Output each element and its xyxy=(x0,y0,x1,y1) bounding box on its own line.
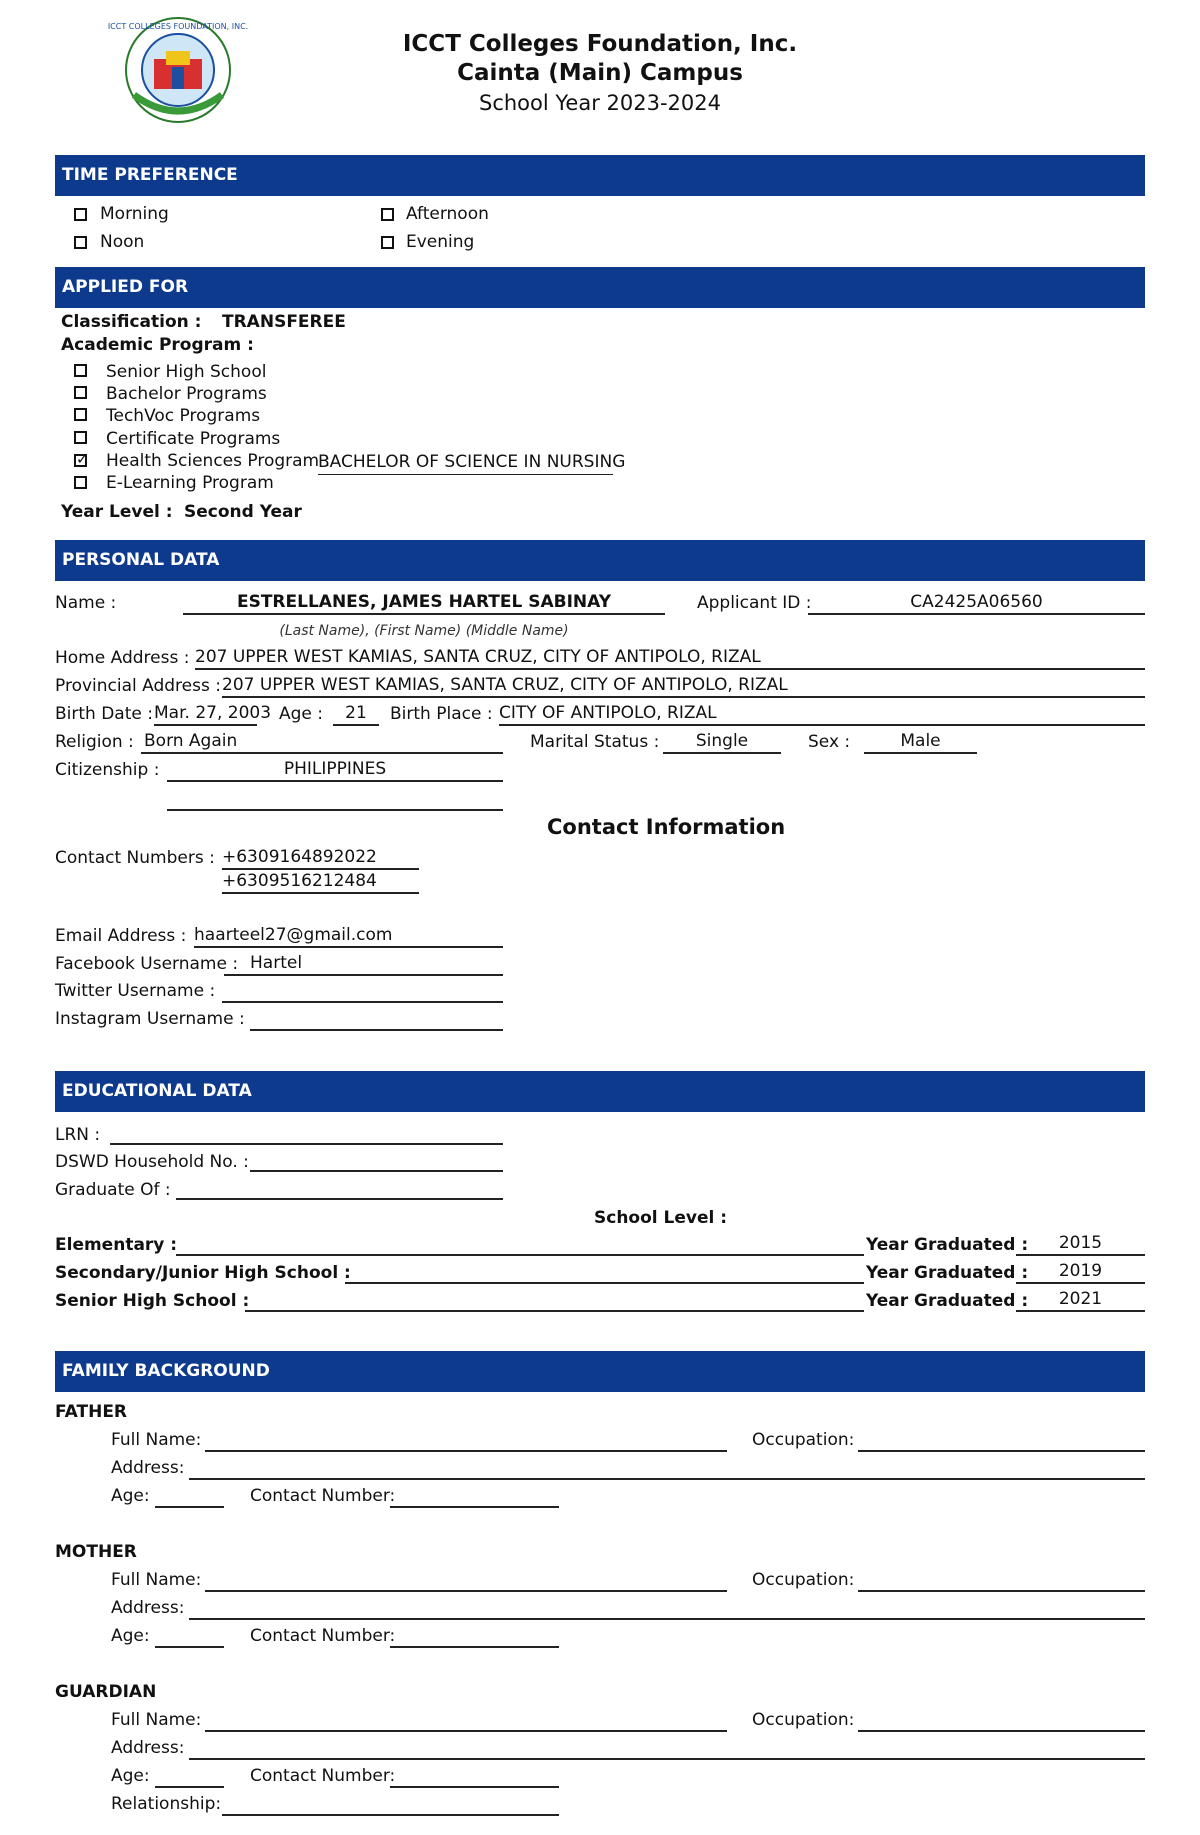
elementary-year-field[interactable]: 2015 xyxy=(1016,1232,1145,1256)
contact-info-title: Contact Information xyxy=(547,815,786,839)
dswd-label: DSWD Household No. : xyxy=(55,1152,249,1172)
marital-status-field[interactable]: Single xyxy=(663,730,781,754)
school-level-label: School Level : xyxy=(594,1208,728,1228)
mother-contact-field[interactable] xyxy=(390,1624,559,1648)
sex-label: Sex : xyxy=(808,732,851,752)
program-checkbox-techvoc[interactable] xyxy=(74,408,87,421)
evening-checkbox[interactable] xyxy=(381,236,394,249)
religion-field[interactable]: Born Again xyxy=(141,730,503,754)
father-heading: FATHER xyxy=(55,1402,128,1422)
program-checkbox-health[interactable] xyxy=(74,454,87,467)
home-address-label: Home Address : xyxy=(55,648,190,668)
campus-name: Cainta (Main) Campus xyxy=(457,60,743,86)
facebook-label: Facebook Username : xyxy=(55,954,239,974)
elementary-year-label: Year Graduated : xyxy=(866,1235,1029,1255)
guardian-contact-label: Contact Number: xyxy=(250,1766,396,1786)
program-label-shs: Senior High School xyxy=(106,362,267,382)
year-level-value: Second Year xyxy=(184,502,302,522)
morning-label: Morning xyxy=(100,204,169,224)
noon-label: Noon xyxy=(100,232,145,252)
birth-place-field[interactable]: CITY OF ANTIPOLO, RIZAL xyxy=(499,702,1145,726)
classification-value: TRANSFEREE xyxy=(222,312,346,332)
program-checkbox-shs[interactable] xyxy=(74,364,87,377)
citizenship-field[interactable]: PHILIPPINES xyxy=(167,758,503,782)
program-label-techvoc: TechVoc Programs xyxy=(106,406,261,426)
birth-date-label: Birth Date : xyxy=(55,704,153,724)
guardian-age-label: Age: xyxy=(111,1766,150,1786)
guardian-relationship-label: Relationship: xyxy=(111,1794,222,1814)
guardian-occupation-field[interactable] xyxy=(858,1708,1145,1732)
family-background-header: FAMILY BACKGROUND xyxy=(55,1351,1145,1392)
provincial-address-field[interactable]: 207 UPPER WEST KAMIAS, SANTA CRUZ, CITY OF ANTIPOLO, RIZAL xyxy=(222,674,1145,698)
contact-number-1-field[interactable]: +6309164892022 xyxy=(222,846,419,870)
academic-program-label: Academic Program : xyxy=(61,335,254,355)
father-address-label: Address: xyxy=(111,1458,185,1478)
svg-text:ICCT COLLEGES FOUNDATION, INC.: ICCT COLLEGES FOUNDATION, INC. xyxy=(107,22,249,31)
secondary-year-label: Year Graduated : xyxy=(866,1263,1029,1283)
sex-field[interactable]: Male xyxy=(864,730,977,754)
contact-numbers-label: Contact Numbers : xyxy=(55,848,215,868)
father-address-field[interactable] xyxy=(189,1456,1145,1480)
mother-full-name-field[interactable] xyxy=(205,1568,727,1592)
instagram-field[interactable] xyxy=(250,1007,503,1031)
afternoon-checkbox[interactable] xyxy=(381,208,394,221)
father-contact-label: Contact Number: xyxy=(250,1486,396,1506)
father-age-label: Age: xyxy=(111,1486,150,1506)
guardian-heading: GUARDIAN xyxy=(55,1682,157,1702)
lrn-field[interactable] xyxy=(110,1121,503,1145)
afternoon-label: Afternoon xyxy=(406,204,489,224)
lrn-label: LRN : xyxy=(55,1125,101,1145)
secondary-school-field[interactable] xyxy=(345,1260,864,1284)
dswd-field[interactable] xyxy=(250,1148,503,1172)
facebook-field[interactable]: Hartel xyxy=(224,952,503,976)
mother-address-label: Address: xyxy=(111,1598,185,1618)
birth-place-label: Birth Place : xyxy=(390,704,493,724)
mother-address-field[interactable] xyxy=(189,1596,1145,1620)
applicant-id-field[interactable]: CA2425A06560 xyxy=(808,591,1145,615)
instagram-label: Instagram Username : xyxy=(55,1009,245,1029)
program-label-bachelor: Bachelor Programs xyxy=(106,384,267,404)
classification-label: Classification : xyxy=(61,312,202,332)
contact-number-2-field[interactable]: +6309516212484 xyxy=(222,870,419,894)
guardian-full-name-label: Full Name: xyxy=(111,1710,202,1730)
guardian-contact-field[interactable] xyxy=(390,1764,559,1788)
guardian-address-field[interactable] xyxy=(189,1736,1145,1760)
graduate-of-label: Graduate Of : xyxy=(55,1180,171,1200)
name-hint: (Last Name), (First Name) (Middle Name) xyxy=(279,623,569,639)
birth-date-field[interactable]: Mar. 27, 2003 xyxy=(154,702,257,726)
program-label-health: Health Sciences Program : xyxy=(106,451,331,471)
name-field[interactable]: ESTRELLANES, JAMES HARTEL SABINAY xyxy=(183,591,665,615)
health-program-value[interactable]: BACHELOR OF SCIENCE IN NURSING xyxy=(318,451,613,475)
email-label: Email Address : xyxy=(55,926,187,946)
time-preference-header: TIME PREFERENCE xyxy=(55,155,1145,196)
mother-heading: MOTHER xyxy=(55,1542,137,1562)
guardian-occupation-label: Occupation: xyxy=(752,1710,855,1730)
program-checkbox-elearning[interactable] xyxy=(74,476,87,489)
age-field[interactable]: 21 xyxy=(333,702,379,726)
guardian-relationship-field[interactable] xyxy=(222,1792,559,1816)
secondary-year-field[interactable]: 2019 xyxy=(1016,1260,1145,1284)
twitter-label: Twitter Username : xyxy=(55,981,216,1001)
elementary-school-field[interactable] xyxy=(176,1232,864,1256)
name-label: Name : xyxy=(55,593,117,613)
guardian-age-field[interactable] xyxy=(155,1764,224,1788)
program-checkbox-bachelor[interactable] xyxy=(74,386,87,399)
citizenship-label: Citizenship : xyxy=(55,760,160,780)
father-full-name-label: Full Name: xyxy=(111,1430,202,1450)
senior-high-label: Senior High School : xyxy=(55,1291,250,1311)
citizenship-field-extra[interactable] xyxy=(167,787,503,811)
school-year: School Year 2023-2024 xyxy=(479,91,721,115)
elementary-label: Elementary : xyxy=(55,1235,178,1255)
program-checkbox-certificate[interactable] xyxy=(74,431,87,444)
senior-high-year-label: Year Graduated : xyxy=(866,1291,1029,1311)
marital-status-label: Marital Status : xyxy=(530,732,660,752)
morning-checkbox[interactable] xyxy=(74,208,87,221)
twitter-field[interactable] xyxy=(222,979,503,1003)
program-label-certificate: Certificate Programs xyxy=(106,429,281,449)
org-name: ICCT Colleges Foundation, Inc. xyxy=(402,31,798,57)
father-contact-field[interactable] xyxy=(390,1484,559,1508)
secondary-label: Secondary/Junior High School : xyxy=(55,1263,351,1283)
mother-occupation-field[interactable] xyxy=(858,1568,1145,1592)
year-level-label: Year Level : xyxy=(61,502,173,522)
personal-data-header: PERSONAL DATA xyxy=(55,540,1145,581)
senior-high-year-field[interactable]: 2021 xyxy=(1016,1288,1145,1312)
religion-label: Religion : xyxy=(55,732,134,752)
applicant-id-label: Applicant ID : xyxy=(697,593,812,613)
mother-contact-label: Contact Number: xyxy=(250,1626,396,1646)
guardian-full-name-field[interactable] xyxy=(205,1708,727,1732)
provincial-address-label: Provincial Address : xyxy=(55,676,221,696)
guardian-address-label: Address: xyxy=(111,1738,185,1758)
email-field[interactable]: haarteel27@gmail.com xyxy=(194,924,503,948)
evening-label: Evening xyxy=(406,232,475,252)
father-full-name-field[interactable] xyxy=(205,1428,727,1452)
father-occupation-label: Occupation: xyxy=(752,1430,855,1450)
mother-full-name-label: Full Name: xyxy=(111,1570,202,1590)
father-occupation-field[interactable] xyxy=(858,1428,1145,1452)
mother-age-field[interactable] xyxy=(155,1624,224,1648)
home-address-field[interactable]: 207 UPPER WEST KAMIAS, SANTA CRUZ, CITY OF ANTIPOLO, RIZAL xyxy=(195,646,1145,670)
noon-checkbox[interactable] xyxy=(74,236,87,249)
age-label: Age : xyxy=(279,704,324,724)
mother-age-label: Age: xyxy=(111,1626,150,1646)
educational-data-header: EDUCATIONAL DATA xyxy=(55,1071,1145,1112)
senior-high-school-field[interactable] xyxy=(245,1288,864,1312)
graduate-of-field[interactable] xyxy=(176,1176,503,1200)
applied-for-header: APPLIED FOR xyxy=(55,267,1145,308)
program-label-elearning: E-Learning Program xyxy=(106,473,274,493)
mother-occupation-label: Occupation: xyxy=(752,1570,855,1590)
father-age-field[interactable] xyxy=(155,1484,224,1508)
